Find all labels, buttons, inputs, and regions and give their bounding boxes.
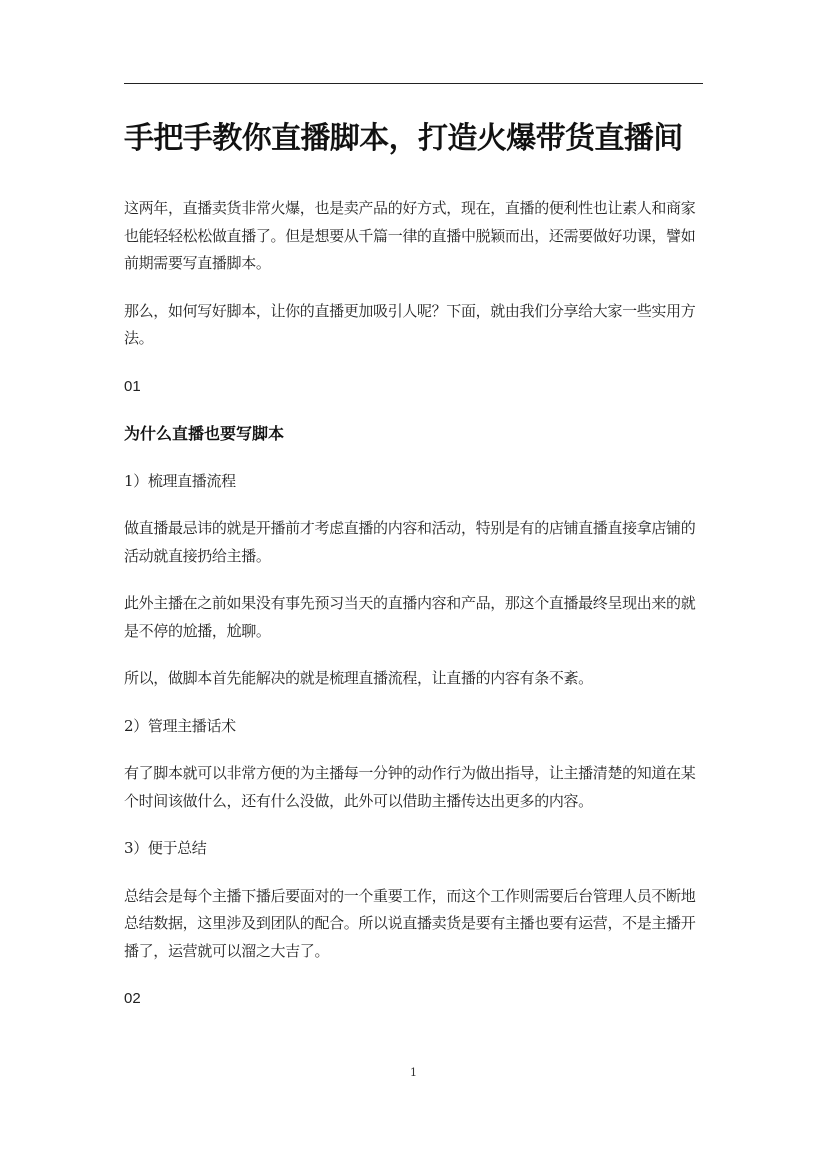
body-paragraph: 此外主播在之前如果没有事先预习当天的直播内容和产品，那这个直播最终呈现出来的就是不停的尬播，尬聊。 — [124, 594, 696, 640]
subsection-label: 2）管理主播话术 — [124, 716, 236, 735]
body-paragraph: 总结会是每个主播下播后要面对的一个重要工作，而这个工作则需要后台管理人员不断地总结数据，这里涉及到团队的配合。所以说直播卖货是要有主播也要有运营，不是主播开播了，运营就可以溜之大吉了。 — [124, 886, 696, 960]
page-title: 手把手教你直播脚本，打造火爆带货直播间 — [124, 121, 683, 156]
article-body — [124, 195, 704, 1013]
body-paragraph: 所以，做脚本首先能解决的就是梳理直播流程，让直播的内容有条不紊。 — [124, 669, 593, 687]
page-number: 1 — [410, 1066, 417, 1079]
section-heading: 为什么直播也要写脚本 — [124, 424, 285, 443]
subsection-label: 3）便于总结 — [124, 839, 207, 857]
subsection-label: 1）梳理直播流程 — [124, 471, 236, 490]
header-rule — [124, 83, 703, 84]
body-paragraph: 有了脚本就可以非常方便的为主播每一分钟的动作行为做出指导，让主播清楚的知道在某个时间该做什么，还有什么没做，此外可以借助主播传达出更多的内容。 — [124, 764, 696, 810]
intro-paragraph: 这两年，直播卖货非常火爆，也是卖产品的好方式，现在，直播的便利性也让素人和商家也能轻轻松松做直播了。但是想要从千篇一律的直播中脱颖而出，还需要做好功课，譬如前期需要写直播脚本。 — [124, 199, 696, 272]
body-paragraph: 做直播最忌讳的就是开播前才考虑直播的内容和活动，特别是有的店铺直播直接拿店铺的活动就直接扔给主播。 — [124, 519, 696, 565]
intro-paragraph: 那么，如何写好脚本，让你的直播更加吸引人呢？下面，就由我们分享给大家一些实用方法。 — [124, 301, 696, 347]
section-number: 01 — [124, 377, 141, 395]
section-number: 02 — [124, 990, 141, 1007]
